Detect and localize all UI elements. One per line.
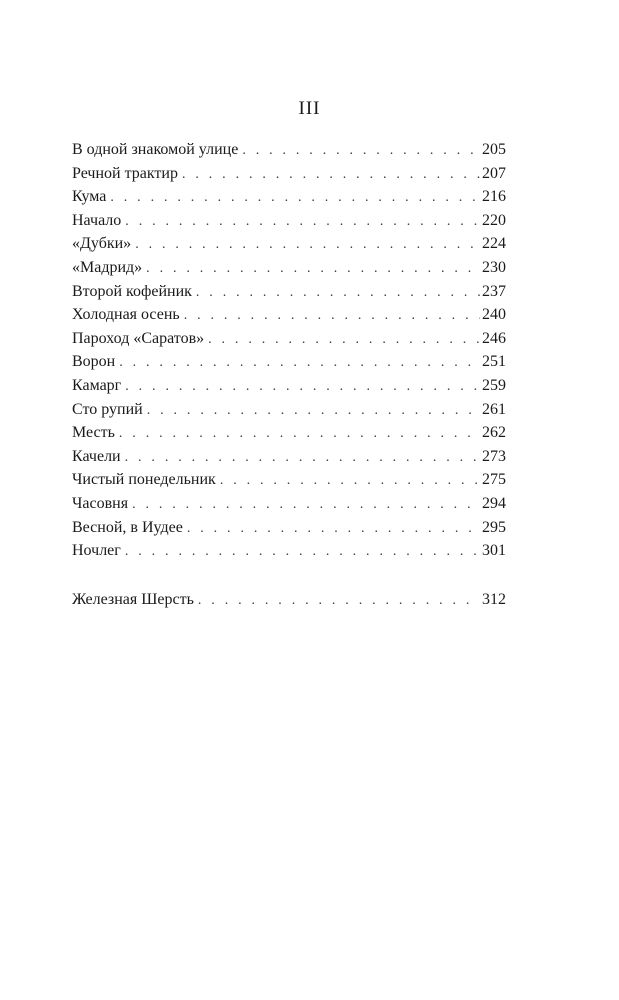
- toc-dot-leader: [132, 493, 480, 517]
- toc-entry-title: Сто рупий: [72, 400, 143, 418]
- toc-entry[interactable]: [72, 492, 506, 516]
- toc-entry-title: Весной, в Иудее: [72, 518, 183, 536]
- toc-entry[interactable]: [72, 398, 506, 422]
- toc-entry[interactable]: [72, 516, 506, 540]
- toc-entry-title: Холодная осень: [72, 306, 180, 324]
- toc-entry-page: 262: [482, 424, 506, 442]
- toc-entry[interactable]: [72, 539, 506, 563]
- toc-entry-title: Начало: [72, 211, 122, 229]
- toc-entry[interactable]: [72, 350, 506, 374]
- toc-entry-page: 273: [482, 447, 506, 465]
- toc-dot-leader: [147, 399, 480, 423]
- toc-dot-leader: [220, 469, 480, 493]
- toc-entry[interactable]: [72, 280, 506, 304]
- toc-entry[interactable]: [72, 421, 506, 445]
- toc-entry-title: Ночлег: [72, 542, 121, 560]
- toc-entry-page: 295: [482, 518, 506, 536]
- toc-entry-title: Кума: [72, 188, 107, 206]
- toc-entry-title: Качели: [72, 447, 121, 465]
- toc-entry[interactable]: [72, 232, 506, 256]
- toc-entry-page: 259: [482, 376, 506, 394]
- toc-entry-page: 230: [482, 258, 506, 276]
- toc-dot-leader: [125, 446, 480, 470]
- toc-dot-leader: [119, 351, 480, 375]
- toc-dot-leader: [125, 540, 480, 564]
- toc-dot-leader: [184, 304, 480, 328]
- toc-entry-page: 220: [482, 211, 506, 229]
- toc-entry[interactable]: [72, 209, 506, 233]
- toc-entry-page: 312: [482, 591, 506, 608]
- toc-entry-page: 246: [482, 329, 506, 347]
- toc-dot-leader: [182, 163, 480, 187]
- toc-entry[interactable]: [72, 185, 506, 209]
- toc-entry[interactable]: [72, 138, 506, 162]
- toc-dot-leader: [187, 517, 480, 541]
- toc-entry-page: 261: [482, 400, 506, 418]
- toc-list: [72, 138, 506, 563]
- toc-entry-page: 301: [482, 542, 506, 560]
- toc-entry-page: 251: [482, 353, 506, 371]
- toc-entry-title: Пароход «Саратов»: [72, 329, 205, 347]
- toc-entry-title: Ворон: [72, 353, 116, 371]
- toc-entry-page: 205: [482, 141, 506, 158]
- toc-entry-title: В одной знакомой улице: [72, 141, 239, 158]
- toc-entry[interactable]: [72, 256, 506, 280]
- toc-entry-title: Часовня: [72, 494, 129, 512]
- toc-dot-leader: [125, 210, 480, 234]
- toc-entry[interactable]: [72, 303, 506, 327]
- toc-entry-title: Второй кофейник: [72, 282, 192, 300]
- toc-entry-page: 294: [482, 494, 506, 512]
- toc-entry-page: 237: [482, 282, 506, 300]
- toc-dot-leader: [146, 257, 480, 281]
- toc-entry-page: 275: [482, 471, 506, 489]
- toc-dot-leader: [125, 375, 480, 399]
- toc-entry-page: 216: [482, 188, 506, 206]
- toc-entry-title: Месть: [72, 424, 115, 442]
- toc-extra-list: [72, 588, 506, 612]
- toc-dot-leader: [135, 233, 480, 257]
- toc-dot-leader: [110, 186, 480, 210]
- toc-entry-title: Чистый понедельник: [72, 471, 216, 489]
- toc-dot-leader: [242, 139, 480, 163]
- toc-dot-leader: [196, 281, 480, 305]
- toc-entry-page: 224: [482, 235, 506, 253]
- toc-entry-title: «Мадрид»: [72, 258, 143, 276]
- toc-entry-title: Камарг: [72, 376, 122, 394]
- toc-entry[interactable]: [72, 162, 506, 186]
- toc-entry-page: 240: [482, 306, 506, 324]
- toc-entry-page: 207: [482, 164, 506, 182]
- toc-entry[interactable]: [72, 445, 506, 469]
- toc-entry-title: Железная Шерсть: [72, 591, 194, 608]
- toc-entry[interactable]: [72, 374, 506, 398]
- toc-entry[interactable]: [72, 468, 506, 492]
- toc-entry[interactable]: [72, 588, 506, 612]
- toc-entry-title: «Дубки»: [72, 235, 132, 253]
- toc-dot-leader: [198, 589, 480, 613]
- toc-dot-leader: [119, 422, 480, 446]
- section-heading: III: [298, 98, 321, 119]
- toc-dot-leader: [208, 328, 480, 352]
- toc-entry-title: Речной трактир: [72, 164, 178, 182]
- toc-entry[interactable]: [72, 327, 506, 351]
